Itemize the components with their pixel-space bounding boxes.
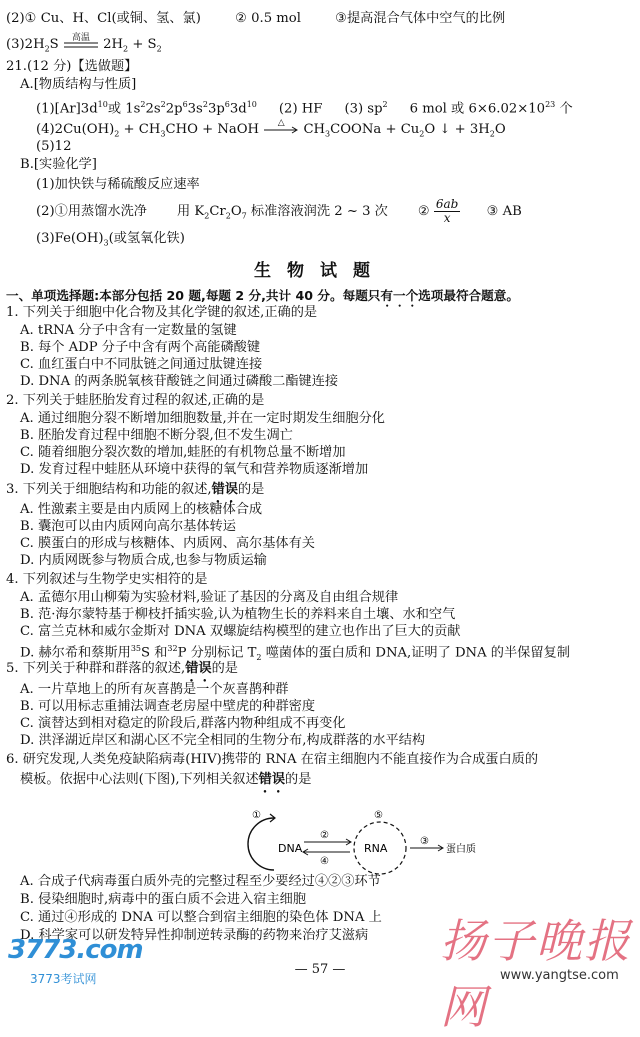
answer-b2: (2)①用蒸馏水洗净 用 $K_2Cr_2O_7$ 标准溶液润洗 2 ~ 3 次 ② $\frac{6ab}{x}$ ③ AB — [36, 197, 522, 225]
option-1b: B. 每个 ADP 分子中含有两个高能磷酸键 — [20, 340, 261, 355]
answer-text: ② 0.5 mol — [235, 11, 301, 26]
heat-symbol: △ — [277, 117, 285, 128]
section-a-head — [20, 76, 632, 93]
option-5a: A. 一片草地上的所有灰喜鹊是一个灰喜鹊种群 — [20, 682, 289, 697]
answer-a1: $(1)[Ar]3d^{10}$或 $1s^22s^22p^63s^23p^63d^{10}$ (2) HF (3) $sp^2$ 6 mol 或 $6\times 6.02\times 10^{23}$ 个 — [36, 100, 573, 117]
option-2b: B. 胚胎发育过程中细胞不断分裂,但不发生凋亡 — [20, 428, 293, 443]
answer-text: (1)加快铁与稀硫酸反应速率 — [36, 177, 200, 192]
section-b-head — [20, 156, 632, 173]
replication-arc — [248, 818, 274, 870]
answer-line-2 — [6, 10, 632, 27]
watermark-caption-left: 3773考试网 — [30, 972, 97, 986]
option-3d: D. 内质网既参与物质合成,也参与物质运输 — [20, 553, 267, 568]
page-title: 生物试题 — [254, 261, 386, 281]
emphasis-text: 错误 — [211, 482, 238, 497]
label-2: ② — [320, 830, 329, 841]
watermark-logo-left: 3773.com — [8, 935, 143, 965]
option-4c: C. 富兰克林和威尔金斯对 DNA 双螺旋结构模型的建立也作出了巨大的贡献 — [20, 624, 461, 639]
answer-line-3 — [6, 32, 632, 58]
option-1a: A. tRNA 分子中含有一定数量的氢键 — [20, 323, 237, 338]
emphasis-text: 错误 — [258, 772, 286, 787]
answer-text: + S — [128, 37, 157, 52]
central-dogma-diagram — [230, 808, 490, 878]
answer-text: (2)① Cu、H、Cl(或铜、氢、氯) — [6, 11, 201, 26]
reaction-arrow — [63, 32, 99, 49]
answer-text: (3)2H — [6, 37, 45, 52]
label-5: ⑤ — [374, 810, 383, 821]
question-5-stem: 5. 下列关于种群和群落的叙述,错误的是 — [6, 661, 238, 676]
option-6a: A. 合成子代病毒蛋白质外壳的完整过程至少要经过④②③环节 — [20, 874, 381, 889]
question-1-stem: 1. 下列关于细胞中化合物及其化学键的叙述,正确的是 — [6, 305, 318, 320]
fraction: $\frac{6ab}{x}$ — [435, 197, 459, 225]
option-1d: D. DNA 的两条脱氧核苷酸链之间通过磷酸二酯键连接 — [20, 374, 339, 389]
label-3: ③ — [420, 836, 429, 847]
option-4d: D. 赫尔希和蔡斯用$^{35}$S 和$^{32}$P 分别标记 $T_2$ 噬菌体的蛋白质和 DNA,证明了 DNA 的半保留复制 — [20, 644, 570, 663]
watermark-logo-right: 扬子晚报网 — [440, 914, 632, 1034]
subscript: 2 — [156, 44, 162, 54]
protein-label: 蛋白质 — [446, 844, 476, 855]
option-5d: D. 洪泽湖近岸区和湖心区不完全相同的生物分布,构成群落的水平结构 — [20, 733, 426, 748]
option-3c: C. 膜蛋白的形成与核糖体、内质网、高尔基体有关 — [20, 536, 315, 551]
section-heading: B.[实验化学] — [20, 157, 97, 172]
dna-label: DNA — [278, 842, 303, 855]
option-3b: B. 囊泡可以由内质网向高尔基体转运 — [20, 519, 236, 534]
subscript: 2 — [123, 44, 129, 54]
section-heading: A.[物质结构与性质] — [20, 77, 137, 92]
option-5c: C. 演替达到相对稳定的阶段后,群落内物种组成不再变化 — [20, 716, 346, 731]
option-4a: A. 孟德尔用山柳菊为实验材料,验证了基因的分离及自由组合规律 — [20, 590, 399, 605]
option-2a: A. 通过细胞分裂不断增加细胞数量,并在一定时期发生细胞分化 — [20, 411, 385, 426]
answer-text: ③提高混合气体中空气的比例 — [335, 11, 506, 26]
reaction-condition: 高温 — [71, 32, 90, 43]
question-6-stem-1: 6. 研究发现,人类免疫缺陷病毒(HIV)携带的 RNA 在宿主细胞内不能直接作为合成蛋白质的 — [6, 752, 539, 767]
question-21-head — [6, 58, 632, 75]
answer-b1 — [36, 176, 632, 193]
question-6-stem-2: 模板。依据中心法则(下图),下列相关叙述错误的是 — [20, 772, 312, 787]
answer-text: (5)12 — [36, 139, 72, 154]
answer-text: S — [49, 37, 59, 52]
option-4b: B. 范·海尔蒙特基于柳枝扦插实验,认为植物生长的养料来自土壤、水和空气 — [20, 607, 456, 622]
label-1: ① — [252, 810, 261, 821]
reaction-arrow — [263, 117, 299, 134]
subscript: 2 — [44, 44, 50, 54]
option-6d: D. 科学家可以研发特异性抑制逆转录酶的药物来治疗艾滋病 — [20, 928, 369, 943]
emphasis-text: 有一个 — [380, 288, 419, 303]
question-number: 21.(12 分)【选做题】 — [6, 59, 138, 74]
section-instructions: 一、单项选择题:本部分包括 20 题,每题 2 分,共计 40 分。每题只有一个选项最符合题意。 — [6, 288, 519, 303]
rna-label: RNA — [364, 842, 388, 855]
answer-a5 — [36, 138, 632, 155]
question-3-stem: 3. 下列关于细胞结构和功能的叙述,错误的是 — [6, 482, 265, 497]
answer-text: 2H — [103, 37, 124, 52]
watermark-url-right: www.yangtse.com — [500, 968, 619, 983]
page-number: — 57 — — [294, 962, 346, 977]
question-4-stem: 4. 下列叙述与生物学史实相符的是 — [6, 572, 208, 587]
option-6b: B. 侵染细胞时,病毒中的蛋白质不会进入宿主细胞 — [20, 892, 307, 907]
label-4: ④ — [320, 856, 329, 867]
option-3a: A. 性激素主要是由内质网上的核糖体合成 — [20, 502, 263, 517]
option-2c: C. 随着细胞分裂次数的增加,蛙胚的有机物总量不断增加 — [20, 445, 346, 460]
answer-b3: $(3)Fe(OH)_3$(或氢氧化铁) — [36, 231, 185, 248]
question-2-stem: 2. 下列关于蛙胚胎发育过程的叙述,正确的是 — [6, 393, 265, 408]
option-1c: C. 血红蛋白中不同肽链之间通过肽键连接 — [20, 357, 263, 372]
option-6c: C. 通过④形成的 DNA 可以整合到宿主细胞的染色体 DNA 上 — [20, 910, 382, 925]
emphasis-text: 错误 — [185, 661, 212, 676]
answer-a4: $(4)2Cu(OH)_2 + CH_3CHO$ + NaOH △ $CH_3COONa + Cu_2O$ ↓ + $3H_2O$ — [36, 121, 632, 143]
option-5b: B. 可以用标志重捕法调查老房屋中壁虎的种群密度 — [20, 699, 316, 714]
diagram-svg — [230, 808, 490, 878]
option-2d: D. 发育过程中蛙胚从环境中获得的氧气和营养物质逐渐增加 — [20, 462, 369, 477]
